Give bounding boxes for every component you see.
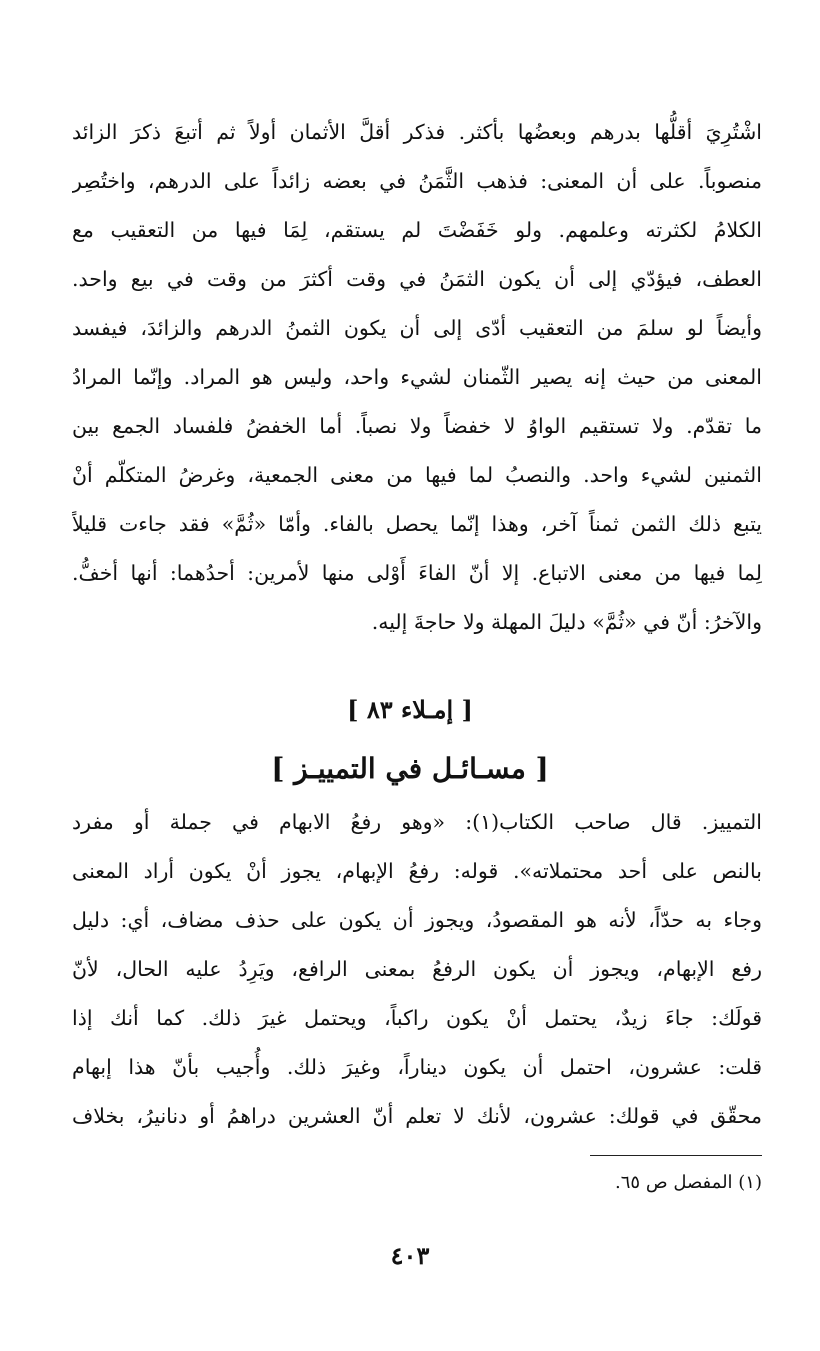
body-paragraph-1 <box>72 108 762 647</box>
section-heading: [ مسـائـل في التمييـز ] <box>271 752 549 785</box>
text-line: الكلامُ لكثرته وعلمهم. ولو خَفَضْتَ لم يستقم، لِمَا فيها من التعقيب مع <box>72 218 762 242</box>
text-line: محقّق في قولك: عشرون، لأنك لا تعلم أنّ العشرين دراهمُ أو دنانيرُ، بخلاف <box>72 1104 762 1128</box>
dictation-heading: [ إمـلاء ٨٣ ] <box>347 695 473 724</box>
page-number: ٤٠٣ <box>390 1241 430 1270</box>
footnote-divider <box>590 1155 762 1156</box>
text-line: والآخرُ: أنّ في «ثُمَّ» دليلَ المهلة ولا حاجةَ إليه. <box>371 610 762 634</box>
text-line: رفع الإبهام، ويجوز أن يكون الرفعُ بمعنى الرافع، ويَرِدُ عليه الحال، لأنّ <box>72 957 762 981</box>
text-line: منصوباً. على أن المعنى: فذهب الثَّمَنُ في بعضه زائداً على الدرهم، واختُصِر <box>72 169 762 193</box>
text-line: لِما فيها من معنى الاتباع. إلا أنّ الفاءَ أَوْلى منها لأمرين: أحدُهما: أنها أخفُّ. <box>72 561 762 585</box>
text-line: المعنى من حيث إنه يصير الثّمنان لشيء واحد، وليس هو المراد. وإنّما المرادُ <box>72 365 762 389</box>
text-line: وأيضاً لو سلمَ من التعقيب أدّى إلى أن يكون الثمنُ الدرهم والزائدَ، فيفسد <box>72 316 762 340</box>
footnote: (١) المفصل ص ٦٥. <box>615 1172 762 1193</box>
text-line: اشْتُرِيَ أقلُّها بدرهم وبعضُها بأكثر. فذكر أقلَّ الأثمان أولاً ثم أتبعَ ذكرَ الزائد <box>72 120 762 144</box>
text-line: بالنص على أحد محتملاته». قوله: رفعُ الإبهام، يجوز أنْ يكون أراد المعنى <box>72 859 762 883</box>
text-line: وجاء به حدّاً، لأنه هو المقصودُ، ويجوز أن يكون على حذف مضاف، أي: دليل <box>72 908 762 932</box>
text-line: التمييز. قال صاحب الكتاب(١): «وهو رفعُ الابهام في جملة أو مفرد <box>72 810 762 834</box>
text-line: ما تقدّم. ولا تستقيم الواوُ لا خفضاً ولا نصباً. أما الخفضُ فلفساد الجمع بين <box>72 414 762 438</box>
text-line: العطف، فيؤدّي إلى أن يكون الثمَنُ في وقت أكثرَ من وقت في بيع واحد. <box>72 267 762 291</box>
text-line: قلت: عشرون، احتمل أن يكون ديناراً، وغيرَ ذلك. وأُجيب بأنّ هذا إبهام <box>72 1055 762 1079</box>
text-line: الثمنين لشيء واحد. والنصبُ لما فيها من معنى الجمعية، وغرضُ المتكلّم أنْ <box>72 463 762 487</box>
text-line: يتبع ذلك الثمن ثمناً آخر، وهذا إنّما يحصل بالفاء. وأمّا «ثُمَّ» فقد جاءت قليلاً <box>72 512 762 536</box>
text-line: قولَك: جاءَ زيدٌ، يحتمل أنْ يكون راكباً، ويحتمل غيرَ ذلك. كما أنك إذا <box>72 1006 762 1030</box>
body-paragraph-2 <box>72 798 762 1141</box>
